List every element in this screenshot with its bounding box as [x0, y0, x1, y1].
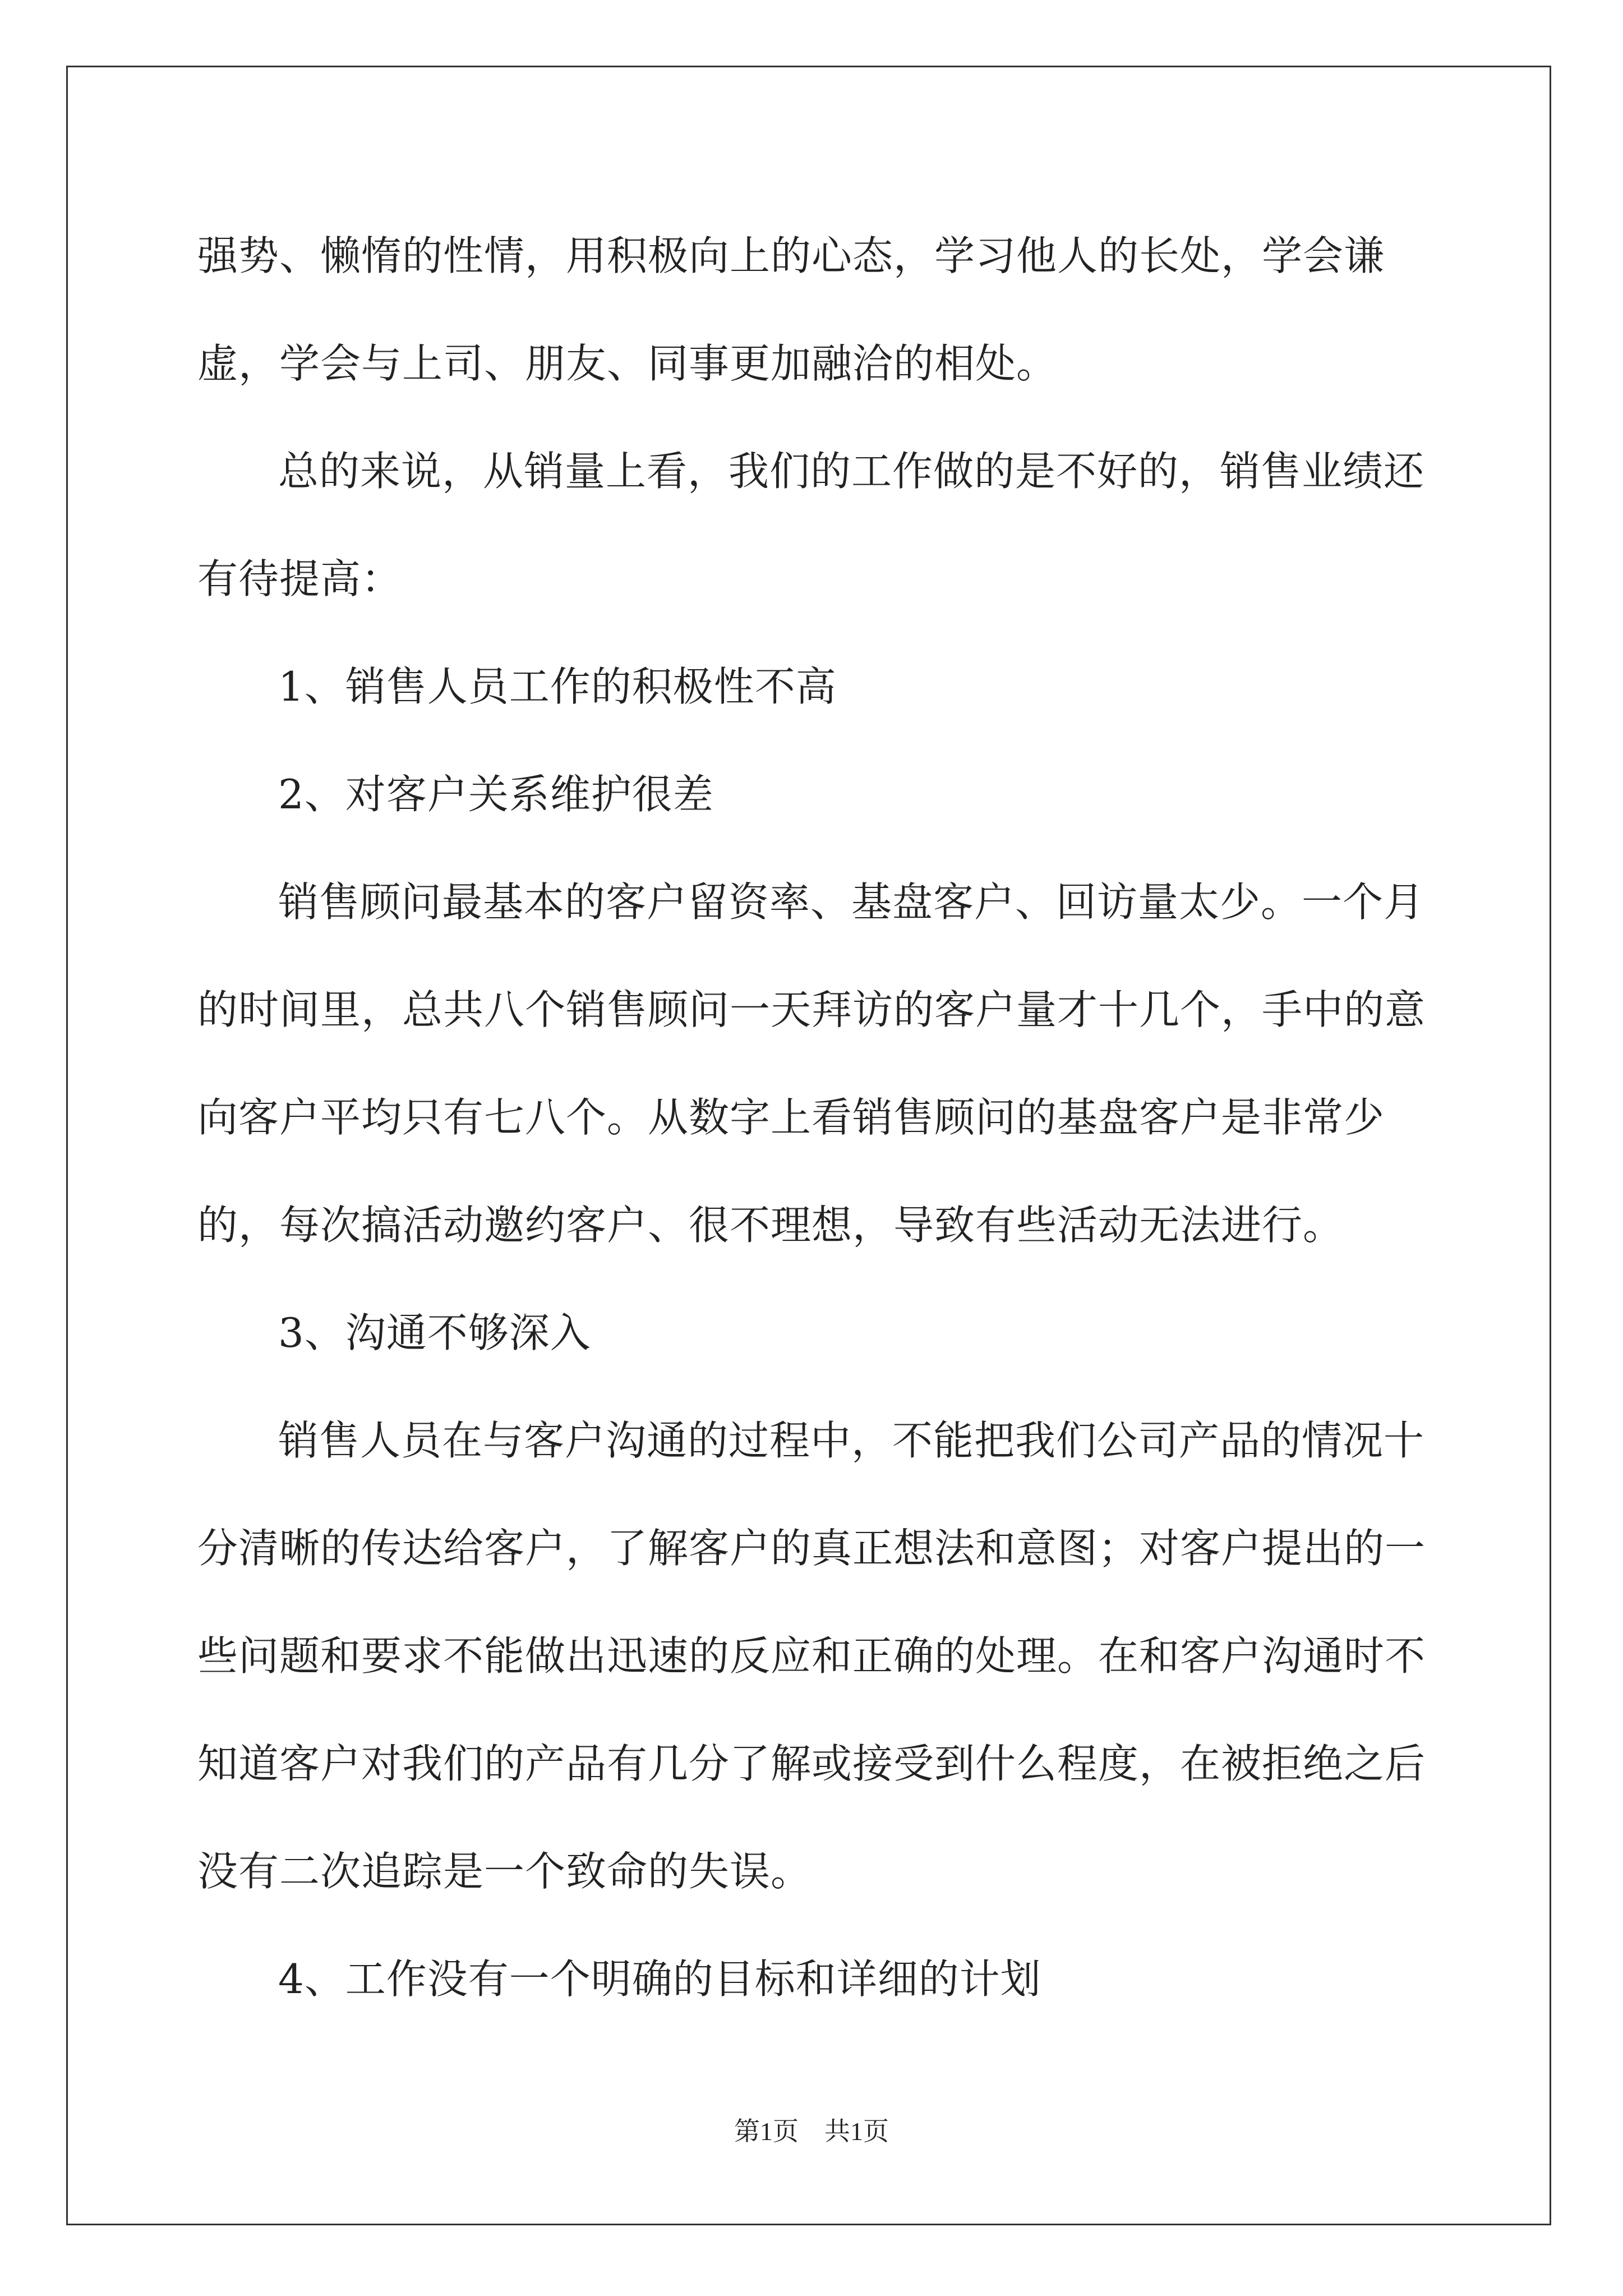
- paragraph-4: 销售人员在与客户沟通的过程中，不能把我们公司产品的情况十分清晰的传达给客户，了解客户的真正想法和意图；对客户提出的一些问题和要求不能做出迅速的反应和正确的处理。在和客户沟通时不知道客户对我们的产品有几分了解或接受到什么程度，在被拒绝之后没有二次追踪是一个致命的失误。: [197, 1417, 1426, 1895]
- list-item-1: 1、销售人员工作的积极性不高: [278, 663, 837, 710]
- paragraph-3: 销售顾问最基本的客户留资率、基盘客户、回访量太少。一个月的时间里，总共八个销售顾问一天拜访的客户量才十几个，手中的意向客户平均只有七八个。从数字上看销售顾问的基盘客户是非常少的，每次搞活动邀约客户、很不理想，导致有些活动无法进行。: [197, 878, 1426, 1249]
- paragraph-2: 总的来说，从销量上看，我们的工作做的是不好的，销售业绩还有待提高：: [197, 448, 1425, 602]
- list-item-3: 3、沟通不够深入: [278, 1309, 591, 1356]
- page-footer: 第1页 共1页: [734, 2117, 889, 2146]
- list-item-4: 4、工作没有一个明确的目标和详细的计划: [278, 1955, 1041, 2003]
- document-body: [197, 202, 1431, 2033]
- list-item-2: 2、对客户关系维护很差: [278, 771, 714, 818]
- paragraph-1: 强势、懒惰的性情，用积极向上的心态，学习他人的长处，学会谦虚，学会与上司、朋友、同事更加融洽的相处。: [197, 232, 1385, 387]
